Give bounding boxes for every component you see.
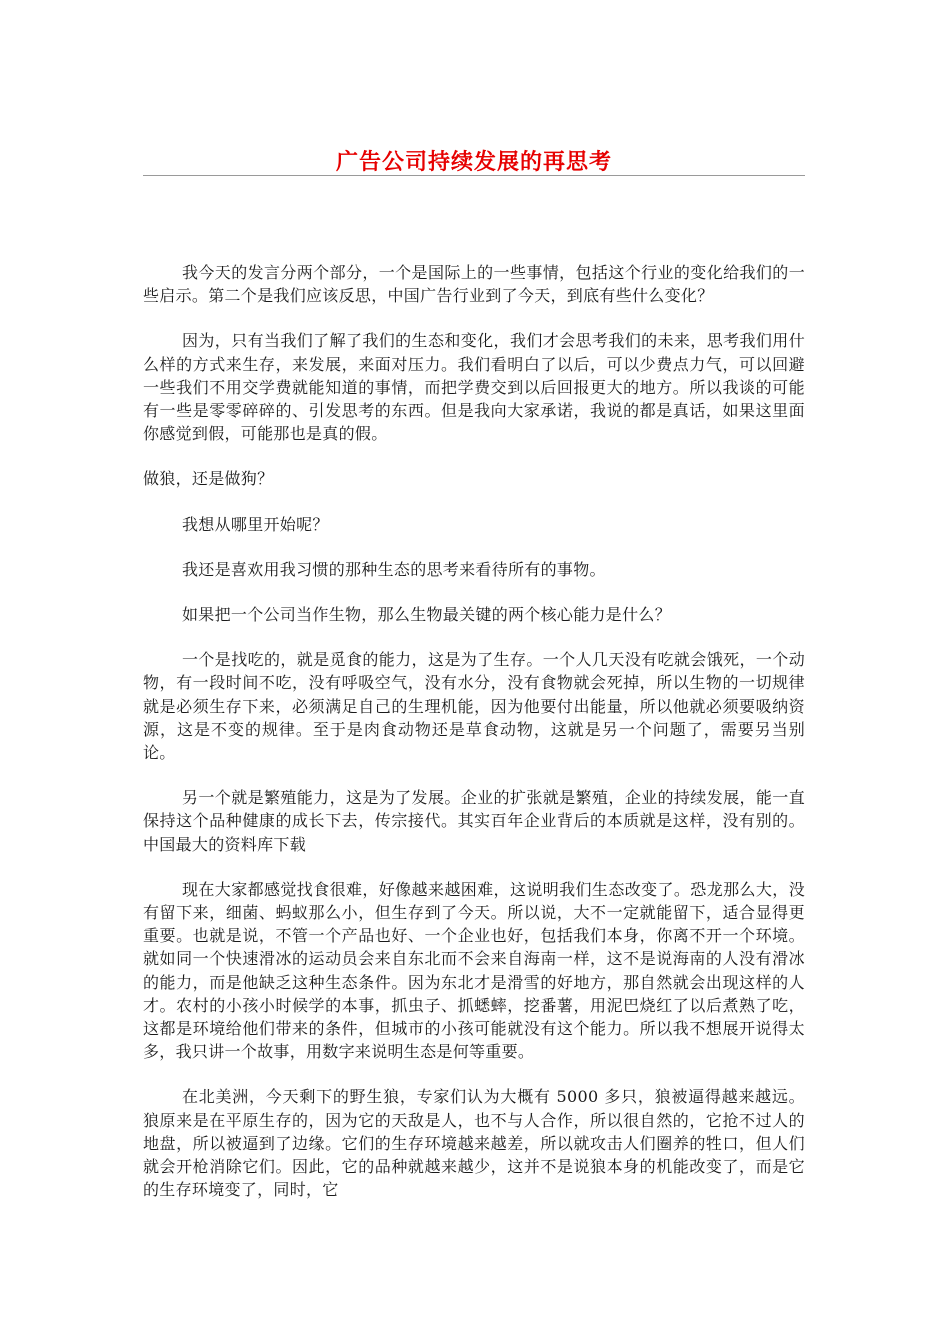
title-divider: [143, 175, 805, 176]
paragraph: 一个是找吃的，就是觅食的能力，这是为了生存。一个人几天没有吃就会饿死，一个动物，有一段时间不吃，没有呼吸空气，没有水分，没有食物就会死掉，所以生物的一切规律就是必须生存下来，必须满足自己的生理机能，因为他要付出能量，所以他就必须要吸纳资源，这是不变的规律。至于是肉食动物还是草食动物，这就是另一个问题了，需要另当别论。: [143, 650, 805, 763]
paragraph: 我今天的发言分两个部分，一个是国际上的一些事情，包括这个行业的变化给我们的一些启示。第二个是我们应该反思，中国广告行业到了今天，到底有些什么变化？: [143, 263, 805, 306]
paragraph: 我还是喜欢用我习惯的那种生态的思考来看待所有的事物。: [182, 559, 606, 579]
section-heading: 做狼，还是做狗？: [143, 469, 274, 489]
paragraph: 另一个就是繁殖能力，这是为了发展。企业的扩张就是繁殖，企业的持续发展，能一直保持这个品种健康的成长下去，传宗接代。其实百年企业背后的本质就是这样，没有别的。 中国最大的资料库下载: [143, 788, 805, 854]
paragraph: 现在大家都感觉找食很难，好像越来越困难，这说明我们生态改变了。恐龙那么大，没有留下来，细菌、蚂蚁那么小，但生存到了今天。所以说，大不一定就能留下，适合显得更重要。也就是说，不管一个产品也好、一个企业也好，包括我们本身，你离不开一个环境。就如同一个快速滑冰的运动员会来自东北而不会来自海南一样，这不是说海南的人没有滑冰的能力，而是他缺乏这种生态条件。因为东北才是滑雪的好地方，那自然就会出现这样的人才。农村的小孩小时候学的本事，抓虫子、抓蟋蟀，挖番薯，用泥巴烧红了以后煮熟了吃，这都是环境给他们带来的条件，但城市的小孩可能就没有这个能力。所以我不想展开说得太多，我只讲一个故事，用数字来说明生态是何等重要。: [143, 879, 805, 1062]
paragraph: 在北美洲，今天剩下的野生狼，专家们认为大概有 5000 多只，狼被逼得越来越远。狼原来是在平原生存的，因为它的天敌是人，也不与人合作，所以很自然的，它抢不过人的地盘，所以被逼到了边缘。它们的生存环境越来越差，所以就攻击人们圈养的牲口，但人们就会开枪消除它们。因此，它的品种就越来越少，这并不是说狼本身的机能改变了，而是它的生存环境变了，同时，它: [143, 1087, 805, 1200]
paragraph: 因为，只有当我们了解了我们的生态和变化，我们才会思考我们的未来，思考我们用什么样的方式来生存，来发展，来面对压力。我们看明白了以后，可以少费点力气，可以回避一些我们不用交学费就能知道的事情，而把学费交到以后回报更大的地方。所以我谈的可能有一些是零零碎碎的、引发思考的东西。但是我向大家承诺，我说的都是真话，如果这里面你感觉到假，可能那也是真的假。: [143, 331, 805, 444]
document-body: [143, 261, 805, 1224]
paragraph: 我想从哪里开始呢？: [182, 514, 329, 534]
paragraph: 如果把一个公司当作生物，那么生物最关键的两个核心能力是什么？: [182, 605, 672, 625]
document-title: 广告公司持续发展的再思考: [335, 149, 612, 175]
